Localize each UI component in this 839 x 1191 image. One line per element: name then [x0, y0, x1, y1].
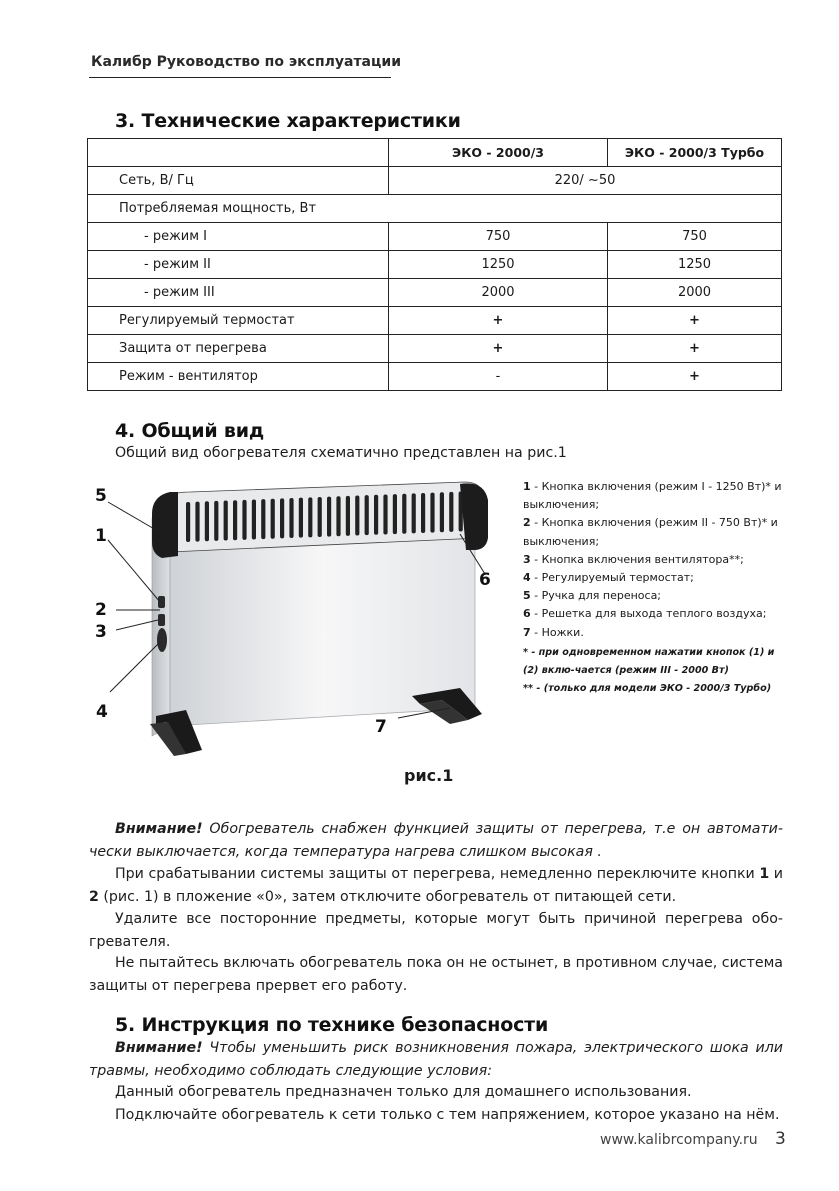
- grille-slot: [233, 500, 237, 540]
- table-cell-label: Регулируемый термостат: [88, 307, 389, 335]
- grille-slot: [252, 499, 256, 539]
- running-header: Калибр Руководство по эксплуатации: [91, 54, 402, 70]
- table-cell-label: Режим - вентилятор: [88, 363, 389, 391]
- grille-slot: [430, 493, 434, 533]
- callout-7: 7: [375, 717, 387, 737]
- table-row: [88, 335, 782, 363]
- table-row: [88, 195, 782, 223]
- section-5-title: 5. Инструкция по технике безопасности: [115, 1014, 549, 1036]
- table-header-cell: [88, 139, 389, 167]
- grille-slot: [261, 499, 265, 539]
- grille-slot: [327, 497, 331, 537]
- table-header-cell: ЭКО - 2000/3 Турбо: [608, 139, 782, 167]
- table-row: [88, 223, 782, 251]
- table-cell-label: Защита от перегрева: [88, 335, 389, 363]
- grille-slot: [214, 501, 218, 541]
- grille-slot: [289, 498, 293, 538]
- table-header-cell: ЭКО - 2000/3: [389, 139, 608, 167]
- cooldown-paragraph: Не пытайтесь включать обогреватель пока он не остынет, в противном случае, система защиты от перегрева прервет его работу.: [89, 955, 783, 994]
- grille-slot: [421, 493, 425, 533]
- table-cell-merged: 220/ ~50: [389, 167, 782, 195]
- table-cell: 750: [389, 223, 608, 251]
- table-cell: +: [389, 335, 608, 363]
- grille-slot: [412, 493, 416, 533]
- table-row: [88, 363, 782, 391]
- table-row: [88, 279, 782, 307]
- table-cell-label: - режим II: [88, 251, 389, 279]
- legend-item: 4 - Регулируемый термостат;: [523, 571, 694, 585]
- section-4-intro: Общий вид обогревателя схематично представлен на рис.1: [115, 445, 567, 461]
- page-number: 3: [775, 1129, 786, 1149]
- grille-slot: [346, 496, 350, 536]
- callout-5: 5: [95, 486, 107, 506]
- grille-slot: [402, 494, 406, 534]
- grille-slot: [365, 495, 369, 535]
- legend-item: 3 - Кнопка включения вентилятора**;: [523, 552, 744, 566]
- grille-slot: [440, 492, 444, 532]
- grille-slot: [271, 499, 275, 539]
- grille-slot: [383, 494, 387, 534]
- section-4-title: 4. Общий вид: [115, 420, 264, 442]
- legend-item: 2 - Кнопка включения (режим II - 750 Вт)* и выключения;: [523, 516, 778, 548]
- grille-slot: [393, 494, 397, 534]
- figure-caption: рис.1: [404, 766, 454, 785]
- table-cell: -: [389, 363, 608, 391]
- spec-table: [87, 138, 782, 391]
- safety-paragraph-1: Данный обогреватель предназначен только для домашнего использования.: [115, 1084, 692, 1100]
- legend-item: 7 - Ножки.: [523, 625, 584, 639]
- grille-slot: [308, 497, 312, 537]
- warning-paragraph: Внимание! Обогреватель снабжен функцией защиты от перегрева, т.е он автомати-чески выключается, когда температура нагрева слишком высокая .: [89, 821, 783, 860]
- callout-3: 3: [95, 622, 107, 642]
- table-row: [88, 307, 782, 335]
- table-cell: 1250: [389, 251, 608, 279]
- grille-slot: [355, 496, 359, 536]
- callout-6: 6: [479, 570, 491, 590]
- table-cell: 750: [608, 223, 782, 251]
- table-cell: 2000: [608, 279, 782, 307]
- safety-paragraph-2: Подключайте обогреватель к сети только с тем напряжением, которое указано на нём.: [115, 1107, 780, 1123]
- callout-2: 2: [95, 600, 107, 620]
- table-cell: +: [389, 307, 608, 335]
- callout-1: 1: [95, 526, 107, 546]
- legend-item: 1 - Кнопка включения (режим I - 1250 Вт)* и выключения;: [523, 480, 782, 512]
- grille-slot: [318, 497, 322, 537]
- header-underline: [89, 77, 391, 78]
- table-cell: +: [608, 307, 782, 335]
- table-cell-label: Сеть, В/ Гц: [88, 167, 389, 195]
- legend-note: * - при одновременном нажатии кнопок (1) и (2) вклю-чается (режим III - 2000 Вт): [523, 646, 775, 677]
- figure-legend: [523, 478, 785, 698]
- table-cell-label: - режим I: [88, 223, 389, 251]
- legend-note: ** - (только для модели ЭКО - 2000/3 Турбо): [523, 683, 772, 695]
- grille-slot: [186, 502, 190, 542]
- table-cell: +: [608, 363, 782, 391]
- grille-slot: [224, 501, 228, 541]
- table-cell: 1250: [608, 251, 782, 279]
- grille-slot: [336, 496, 340, 536]
- grille-slot: [374, 495, 378, 535]
- table-cell: +: [608, 335, 782, 363]
- legend-item: 5 - Ручка для переноса;: [523, 589, 662, 603]
- heater-illustration: [90, 478, 510, 778]
- table-header-row: [88, 139, 782, 167]
- grille-slot: [205, 501, 209, 541]
- callout-4: 4: [96, 702, 108, 722]
- grille-slot: [449, 492, 453, 532]
- safety-warning-paragraph: Внимание! Чтобы уменьшить риск возникновения пожара, электрического шока или травмы, необходимо соблюдать следующие условия:: [89, 1040, 783, 1079]
- grille-slot: [195, 502, 199, 542]
- footer-url: www.kalibrcompany.ru: [600, 1132, 758, 1148]
- table-cell: 2000: [389, 279, 608, 307]
- table-row: [88, 167, 782, 195]
- table-cell-label: Потребляемая мощность, Вт: [88, 195, 782, 223]
- grille-slot: [280, 498, 284, 538]
- legend-item: 6 - Решетка для выхода теплого воздуха;: [523, 607, 767, 621]
- section-3-title: 3. Технические характеристики: [115, 110, 461, 132]
- table-row: [88, 251, 782, 279]
- grille-slot: [299, 498, 303, 538]
- overheat-paragraph: При срабатывании системы защиты от перегрева, немедленно переключите кнопки 1 и 2 (рис. 1) в пложение «0», затем отключите обогреватель от питающей сети.: [89, 866, 783, 905]
- grille-slot: [242, 500, 246, 540]
- remove-objects-paragraph: Удалите все посторонние предметы, которые могут быть причиной перегрева обо-гревателя.: [89, 911, 783, 950]
- table-cell-label: - режим III: [88, 279, 389, 307]
